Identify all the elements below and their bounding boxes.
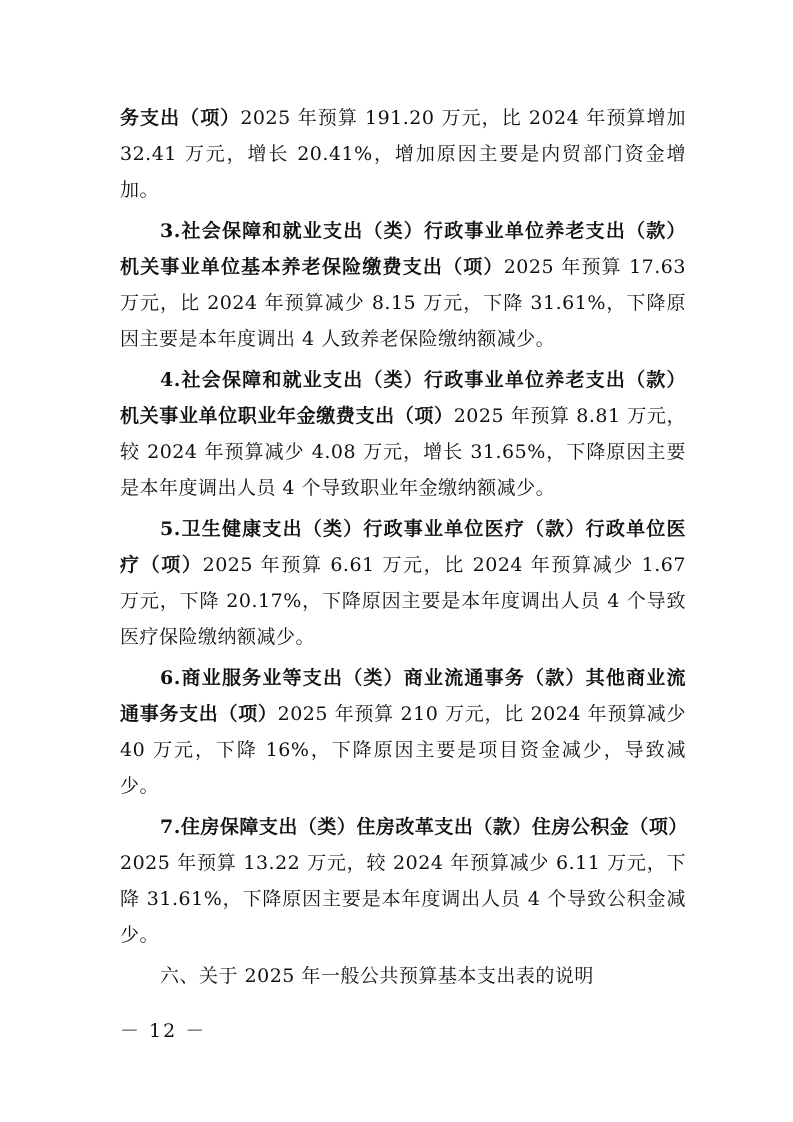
paragraph-1-heading: 务支出（项）: [120, 107, 241, 129]
paragraph-5-heading: 6.商业服务业等支出（类）商业流通事务（款）其他商业流通事务支出（项）: [120, 667, 686, 725]
section-heading: 六、关于 2025 年一般公共预算基本支出表的说明: [160, 965, 594, 987]
paragraph-4-text: 2025 年预算 6.61 万元，比 2024 年预算减少 1.67 万元，下降 20.17%，下降原因主要是本年度调出人员 4 个导致医疗保险缴纳额减少。: [120, 554, 686, 648]
paragraph-2-heading: 3.社会保障和就业支出（类）行政事业单位养老支出（款）机关事业单位基本养老保险缴费支出（项）: [120, 220, 686, 278]
paragraph-6: [120, 809, 686, 953]
paragraph-6-text: 2025 年预算 13.22 万元，较 2024 年预算减少 6.11 万元，下降 31.61%，下降原因主要是本年度调出人员 4 个导致公积金减少。: [120, 852, 686, 946]
paragraph-4-heading: 5.卫生健康支出（类）行政事业单位医疗（款）行政单位医疗（项）: [120, 518, 686, 576]
paragraph-5-text: 2025 年预算 210 万元，比 2024 年预算减少 40 万元，下降 16%，下降原因主要是项目资金减少，导致减少。: [120, 703, 686, 797]
paragraph-3: [120, 362, 686, 506]
paragraph-3-text: 2025 年预算 8.81 万元，较 2024 年预算减少 4.08 万元，增长 31.65%，下降原因主要是本年度调出人员 4 个导致职业年金缴纳额减少。: [120, 405, 686, 499]
paragraph-3-heading: 4.社会保障和就业支出（类）行政事业单位养老支出（款）机关事业单位职业年金缴费支出（项）: [120, 369, 686, 427]
paragraph-4: [120, 511, 686, 655]
paragraph-1: [120, 100, 686, 208]
paragraph-5: [120, 660, 686, 804]
paragraph-2-text: 2025 年预算 17.63 万元，比 2024 年预算减少 8.15 万元，下降 31.61%，下降原因主要是本年度调出 4 人致养老保险缴纳额减少。: [120, 256, 686, 350]
page-number: － 12 －: [120, 1020, 207, 1042]
document-body: [120, 100, 686, 1013]
paragraph-1-text: 2025 年预算 191.20 万元，比 2024 年预算增加 32.41 万元，增长 20.41%，增加原因主要是内贸部门资金增加。: [120, 107, 686, 201]
paragraph-2: [120, 213, 686, 357]
paragraph-6-heading: 7.住房保障支出（类）住房改革支出（款）住房公积金（项）: [160, 816, 688, 838]
